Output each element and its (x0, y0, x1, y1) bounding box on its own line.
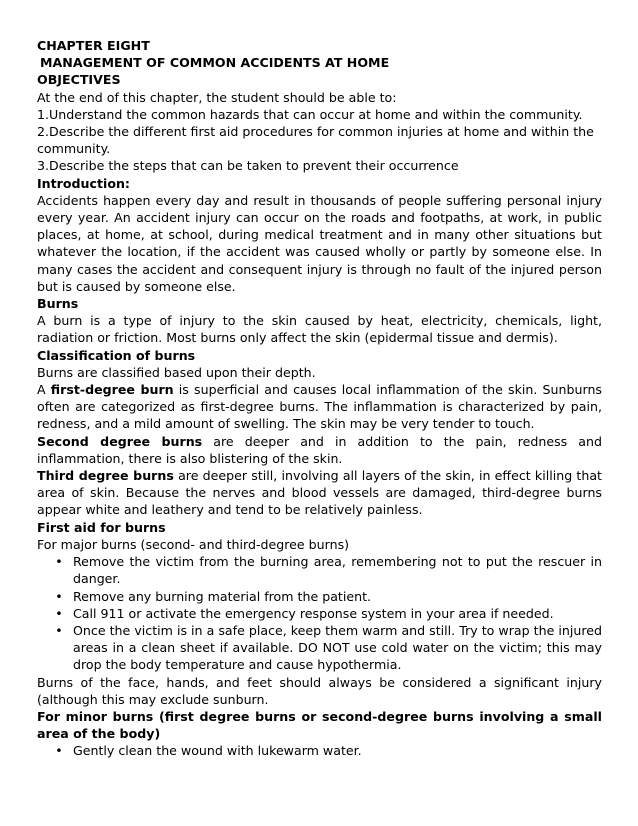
list-item-text: Once the victim is in a safe place, keep them warm and still. Try to wrap the injured areas in a clean sheet if available. DO NOT use cold water on the victim; this may drop the body temperature and cause hypothermia. (73, 622, 602, 673)
list-item (37, 553, 602, 587)
chapter-label: CHAPTER EIGHT (37, 38, 150, 53)
classification-heading: Classification of burns (37, 347, 196, 363)
minor-burns-heading: For minor burns (first degree burns or second-degree burns involving a small area of the body) (37, 708, 602, 742)
third-degree-term: Third degree burns (37, 468, 174, 484)
list-item-text: Remove any burning material from the patient. (73, 588, 372, 604)
list-item-text: Remove the victim from the burning area, remembering not to put the rescuer in danger. (73, 554, 602, 587)
list-item (37, 588, 602, 605)
burns-heading: Burns (37, 296, 79, 312)
objective-item-2: 2.Describe the different first aid procedures for common injuries at home and within the community. (37, 124, 594, 157)
second-degree-term: Second degree burns (37, 433, 203, 449)
objectives-heading: OBJECTIVES (37, 72, 121, 88)
face-hands-feet-note: Burns of the face, hands, and feet should always be considered a significant injury (although this may exclude sunburn. (37, 674, 602, 707)
bullet-icon: • (55, 588, 63, 604)
list-item (37, 622, 602, 674)
introduction-paragraph: Accidents happen every day and result in thousands of people suffering personal injury every year. An accident injury can occur on the roads and footpaths, at work, in public places, at home, at school, during medical treatment and in many other situations but whatever the location, if the accident was caused wholly or partly by someone else. In many cases the accident and consequent injury is through no fault of the injured person but is caused by someone else. (37, 192, 602, 294)
chapter-title: MANAGEMENT OF COMMON ACCIDENTS AT HOME (40, 55, 390, 71)
list-item-text: Gently clean the wound with lukewarm water. (73, 743, 362, 759)
list-item (37, 742, 602, 759)
first-degree-text: is superficial and causes local inflammation of the skin. Sunburns often are categorized as first-degree burns. The inflammation is characterized by pain, redness, and a mild amount of swelling. The skin may be very tender to touch. (37, 382, 602, 432)
first-aid-heading: First aid for burns (37, 519, 166, 535)
list-item (37, 605, 602, 622)
list-item-text: Call 911 or activate the emergency response system in your area if needed. (73, 605, 554, 621)
first-degree-term: first-degree burn (50, 382, 174, 398)
objective-item-3: 3.Describe the steps that can be taken to prevent their occurrence (37, 158, 459, 174)
major-burns-intro: For major burns (second- and third-degree burns) (37, 536, 350, 552)
bullet-icon: • (55, 554, 63, 570)
bullet-icon: • (55, 622, 63, 638)
classification-intro: Burns are classified based upon their depth. (37, 364, 316, 380)
first-degree-prefix: A (37, 382, 51, 398)
minor-burns-list (37, 742, 602, 759)
bullet-icon: • (55, 743, 63, 759)
objective-item-1: 1.Understand the common hazards that can occur at home and within the community. (37, 106, 583, 122)
first-degree-paragraph (37, 381, 602, 433)
major-burns-list (37, 553, 602, 673)
second-degree-paragraph (37, 433, 602, 467)
document-page (37, 37, 602, 760)
burns-paragraph: A burn is a type of injury to the skin caused by heat, electricity, chemicals, light, radiation or friction. Most burns only affect the skin (epidermal tissue and dermis). (37, 313, 602, 346)
third-degree-paragraph (37, 467, 602, 519)
objectives-intro: At the end of this chapter, the student should be able to: (37, 89, 397, 105)
bullet-icon: • (55, 605, 63, 621)
third-degree-text: are deeper still, involving all layers of the skin, in effect killing that area of skin. Because the nerves and blood vessels are damaged, third-degree burns appear white and leathery and tend to be relatively painless. (37, 468, 602, 518)
second-degree-text: are deeper and in addition to the pain, redness and inflammation, there is also blistering of the skin. (37, 433, 602, 466)
introduction-heading: Introduction: (37, 175, 130, 191)
